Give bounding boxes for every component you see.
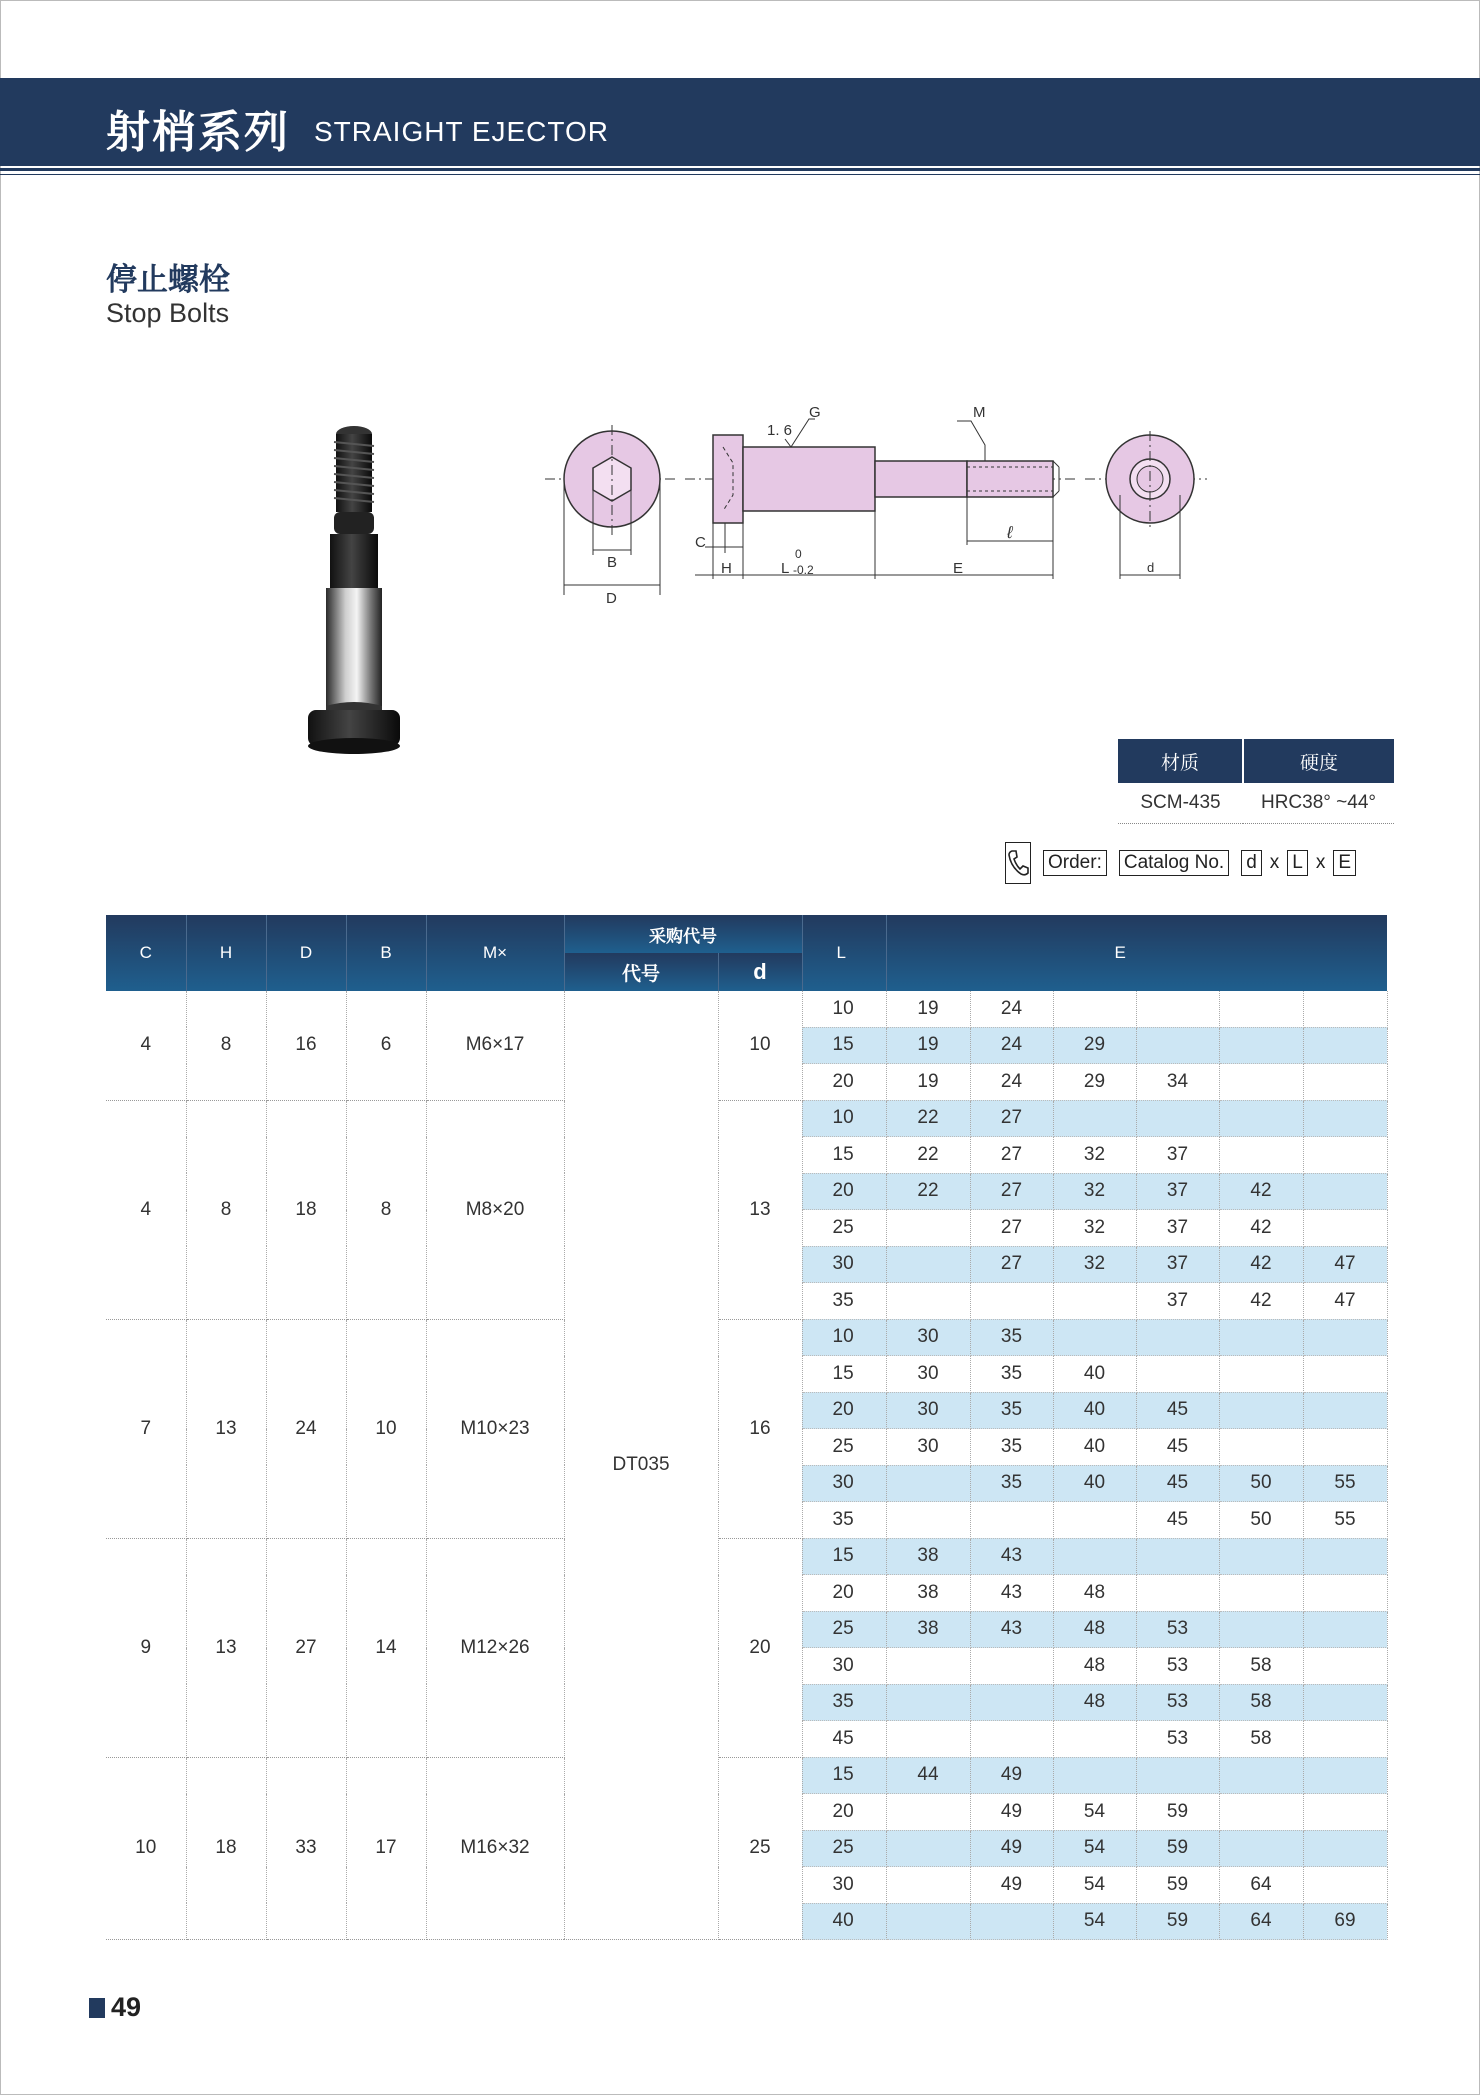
cell-m: M12×26	[426, 1538, 564, 1757]
head-end-view	[545, 425, 675, 607]
cell-e	[1053, 991, 1136, 1027]
cell-l: 25	[802, 1210, 886, 1247]
cell-e: 42	[1219, 1210, 1303, 1247]
dim-e-label: E	[953, 560, 964, 577]
section-title-en: Stop Bolts	[106, 298, 230, 328]
cell-l: 15	[802, 1356, 886, 1393]
cell-e	[1303, 1721, 1387, 1758]
cell-e	[1303, 1538, 1387, 1575]
cell-e	[1219, 1794, 1303, 1831]
cell-e: 24	[970, 1064, 1053, 1101]
cell-b: 10	[346, 1319, 426, 1538]
cell-e	[1053, 1721, 1136, 1758]
cell-e	[1136, 1356, 1219, 1393]
cell-e: 69	[1303, 1903, 1387, 1940]
cell-e	[1303, 1648, 1387, 1685]
material-header: 材质	[1118, 739, 1243, 783]
dim-g-label: G	[809, 404, 821, 421]
cell-e	[1303, 1210, 1387, 1247]
cell-e	[1303, 1064, 1387, 1101]
cell-l: 45	[802, 1721, 886, 1758]
cell-e	[1303, 1867, 1387, 1904]
cell-e	[886, 1465, 970, 1502]
cell-e: 35	[970, 1392, 1053, 1429]
cell-e: 19	[886, 1027, 970, 1064]
cell-e: 59	[1136, 1794, 1219, 1831]
cell-e	[1303, 1575, 1387, 1612]
cell-l: 35	[802, 1684, 886, 1721]
cell-e	[970, 1721, 1053, 1758]
order-catalog-box: Catalog No.	[1119, 850, 1229, 876]
cell-c: 9	[106, 1538, 186, 1757]
dim-c-label: C	[695, 534, 706, 551]
cell-h: 13	[186, 1319, 266, 1538]
col-header-d: d	[718, 953, 802, 991]
cell-e	[970, 1648, 1053, 1685]
cell-e: 38	[886, 1611, 970, 1648]
section-title-cn: 停止螺栓	[106, 262, 230, 298]
cell-e: 30	[886, 1392, 970, 1429]
cell-m: M10×23	[426, 1319, 564, 1538]
dim-d-small-label: d	[1147, 560, 1155, 575]
cell-h: 18	[186, 1757, 266, 1940]
cell-e	[1219, 1392, 1303, 1429]
cell-e: 53	[1136, 1648, 1219, 1685]
cell-code: DT035	[564, 991, 718, 1940]
cell-e: 27	[970, 1173, 1053, 1210]
cell-e: 27	[970, 1246, 1053, 1283]
cell-e: 45	[1136, 1392, 1219, 1429]
cell-e	[1219, 1319, 1303, 1356]
cell-e: 64	[1219, 1903, 1303, 1940]
cell-e: 42	[1219, 1173, 1303, 1210]
cell-e: 37	[1136, 1283, 1219, 1320]
cell-e: 55	[1303, 1502, 1387, 1539]
cell-e: 42	[1219, 1246, 1303, 1283]
cell-l: 35	[802, 1283, 886, 1320]
cell-l: 15	[802, 1027, 886, 1064]
col-header-code: 代号	[564, 953, 718, 991]
cell-e	[1219, 1611, 1303, 1648]
cell-e	[1219, 1538, 1303, 1575]
cell-e	[1219, 1757, 1303, 1794]
cell-e: 29	[1053, 1027, 1136, 1064]
cell-e	[1303, 1100, 1387, 1137]
cell-e: 32	[1053, 1173, 1136, 1210]
phone-icon	[1005, 842, 1031, 884]
cell-e	[1053, 1757, 1136, 1794]
cell-e: 43	[970, 1575, 1053, 1612]
table-row	[106, 1757, 1387, 1794]
cell-e: 19	[886, 1064, 970, 1101]
cell-m: M6×17	[426, 991, 564, 1100]
col-header-c: C	[106, 915, 186, 991]
cell-e: 48	[1053, 1684, 1136, 1721]
cell-e: 47	[1303, 1283, 1387, 1320]
cell-e: 24	[970, 1027, 1053, 1064]
cell-m: M16×32	[426, 1757, 564, 1940]
cell-e	[1053, 1538, 1136, 1575]
cell-e: 43	[970, 1611, 1053, 1648]
cell-e	[1303, 1684, 1387, 1721]
cell-e: 19	[886, 991, 970, 1027]
cell-b: 8	[346, 1100, 426, 1319]
cell-e: 48	[1053, 1575, 1136, 1612]
cell-e: 59	[1136, 1830, 1219, 1867]
cell-e: 48	[1053, 1611, 1136, 1648]
page-number-marker	[89, 1998, 105, 2018]
cell-d: 13	[718, 1100, 802, 1319]
cell-e: 45	[1136, 1465, 1219, 1502]
cell-e: 58	[1219, 1684, 1303, 1721]
cell-e	[1136, 1100, 1219, 1137]
dim-ell-label: ℓ	[1007, 523, 1013, 542]
cell-e: 59	[1136, 1867, 1219, 1904]
col-header-purchase: 采购代号	[564, 915, 802, 953]
cell-d-big: 24	[266, 1319, 346, 1538]
cell-e	[1136, 1538, 1219, 1575]
order-times-1: x	[1269, 852, 1280, 873]
cell-e: 35	[970, 1429, 1053, 1466]
cell-l: 10	[802, 991, 886, 1027]
cell-l: 30	[802, 1648, 886, 1685]
cell-e: 40	[1053, 1356, 1136, 1393]
cell-e: 53	[1136, 1611, 1219, 1648]
cell-e: 50	[1219, 1502, 1303, 1539]
cell-e: 32	[1053, 1210, 1136, 1247]
cell-e	[1219, 1429, 1303, 1466]
header-rule	[0, 168, 1480, 171]
cell-e	[1303, 1319, 1387, 1356]
header-rule-thin	[0, 174, 1480, 175]
cell-e: 58	[1219, 1721, 1303, 1758]
order-times-2: x	[1315, 852, 1326, 873]
cell-l: 15	[802, 1757, 886, 1794]
cell-e	[886, 1794, 970, 1831]
cell-e	[1303, 1611, 1387, 1648]
cell-l: 30	[802, 1246, 886, 1283]
col-header-e: E	[886, 915, 1387, 991]
col-header-m: M×	[426, 915, 564, 991]
dim-l-tol-upper: 0	[795, 547, 802, 561]
cell-e: 27	[970, 1137, 1053, 1174]
cell-e: 22	[886, 1137, 970, 1174]
cell-e: 48	[1053, 1648, 1136, 1685]
cell-l: 25	[802, 1429, 886, 1466]
cell-l: 30	[802, 1867, 886, 1904]
cell-b: 17	[346, 1757, 426, 1940]
bolt-side-view	[685, 404, 1075, 579]
cell-e: 35	[970, 1356, 1053, 1393]
spec-table	[106, 915, 1388, 1940]
cell-e	[1303, 1757, 1387, 1794]
hardness-value: HRC38° ~44°	[1243, 783, 1394, 824]
cell-e: 58	[1219, 1648, 1303, 1685]
cell-d: 16	[718, 1319, 802, 1538]
cell-e	[1219, 991, 1303, 1027]
order-l-box: L	[1287, 850, 1308, 876]
cell-e	[1136, 991, 1219, 1027]
cell-e	[970, 1903, 1053, 1940]
dim-d-big-label: D	[606, 590, 617, 607]
cell-e	[1219, 1064, 1303, 1101]
cell-e: 24	[970, 991, 1053, 1027]
cell-e: 64	[1219, 1867, 1303, 1904]
cell-l: 30	[802, 1465, 886, 1502]
table-row	[106, 1100, 1387, 1137]
cell-e: 53	[1136, 1684, 1219, 1721]
dim-l-label: L	[781, 560, 790, 577]
page-number-text: 49	[111, 1992, 142, 2022]
cell-e: 37	[1136, 1173, 1219, 1210]
cell-c: 10	[106, 1757, 186, 1940]
material-table	[1118, 739, 1394, 824]
cell-e	[1136, 1319, 1219, 1356]
header-banner	[0, 78, 1480, 166]
cell-l: 15	[802, 1538, 886, 1575]
cell-e	[886, 1867, 970, 1904]
cell-l: 20	[802, 1392, 886, 1429]
cell-d-big: 27	[266, 1538, 346, 1757]
cell-l: 10	[802, 1319, 886, 1356]
cell-e	[1303, 1027, 1387, 1064]
order-label: Order:	[1043, 850, 1107, 876]
cell-d-big: 18	[266, 1100, 346, 1319]
cell-h: 13	[186, 1538, 266, 1757]
cell-e	[1303, 1830, 1387, 1867]
cell-h: 8	[186, 1100, 266, 1319]
cell-h: 8	[186, 991, 266, 1100]
cell-e: 37	[1136, 1246, 1219, 1283]
cell-e: 30	[886, 1429, 970, 1466]
dim-m-label: M	[973, 404, 986, 421]
cell-l: 10	[802, 1100, 886, 1137]
cell-e	[1053, 1100, 1136, 1137]
cell-e: 37	[1136, 1210, 1219, 1247]
cell-e: 35	[970, 1465, 1053, 1502]
cell-e: 32	[1053, 1137, 1136, 1174]
header-title-en: STRAIGHT EJECTOR	[314, 116, 610, 147]
cell-e: 32	[1053, 1246, 1136, 1283]
dim-l-tol-lower: -0.2	[793, 563, 814, 577]
cell-e	[1053, 1283, 1136, 1320]
cell-e	[886, 1502, 970, 1539]
cell-e: 27	[970, 1210, 1053, 1247]
cell-m: M8×20	[426, 1100, 564, 1319]
cell-e: 40	[1053, 1429, 1136, 1466]
spec-table-body	[106, 991, 1387, 1940]
cell-e	[886, 1684, 970, 1721]
cell-e: 37	[1136, 1137, 1219, 1174]
cell-e	[1303, 1392, 1387, 1429]
cell-e	[886, 1721, 970, 1758]
col-header-b: B	[346, 915, 426, 991]
cell-e	[1219, 1356, 1303, 1393]
cell-e: 44	[886, 1757, 970, 1794]
cell-e	[1303, 991, 1387, 1027]
cell-e	[1219, 1137, 1303, 1174]
cell-e: 50	[1219, 1465, 1303, 1502]
cell-e: 54	[1053, 1903, 1136, 1940]
dim-b-label: B	[607, 554, 618, 571]
material-value: SCM-435	[1118, 783, 1243, 824]
cell-e	[886, 1830, 970, 1867]
cell-e	[886, 1903, 970, 1940]
cell-d: 10	[718, 991, 802, 1100]
cell-e	[1303, 1137, 1387, 1174]
cell-e: 59	[1136, 1903, 1219, 1940]
cell-e: 34	[1136, 1064, 1219, 1101]
technical-drawing	[545, 395, 1225, 625]
cell-e: 35	[970, 1319, 1053, 1356]
cell-e: 54	[1053, 1830, 1136, 1867]
cell-e: 30	[886, 1356, 970, 1393]
cell-e: 30	[886, 1319, 970, 1356]
cell-e	[1053, 1319, 1136, 1356]
cell-e: 40	[1053, 1465, 1136, 1502]
cell-e: 22	[886, 1173, 970, 1210]
cell-e	[970, 1502, 1053, 1539]
cell-e: 38	[886, 1575, 970, 1612]
col-header-d-big: D	[266, 915, 346, 991]
cell-e: 29	[1053, 1064, 1136, 1101]
cell-e: 45	[1136, 1429, 1219, 1466]
cell-e: 27	[970, 1100, 1053, 1137]
table-row	[106, 991, 1387, 1027]
cell-c: 4	[106, 991, 186, 1100]
cell-e	[886, 1283, 970, 1320]
cell-l: 25	[802, 1830, 886, 1867]
cell-b: 6	[346, 991, 426, 1100]
cell-e	[1219, 1830, 1303, 1867]
page-number	[89, 1992, 141, 2023]
header-title-cn: 射梢系列	[106, 107, 290, 158]
cell-c: 7	[106, 1319, 186, 1538]
cell-e: 49	[970, 1794, 1053, 1831]
cell-e: 47	[1303, 1246, 1387, 1283]
cell-e	[1303, 1356, 1387, 1393]
hardness-header: 硬度	[1243, 739, 1394, 783]
cell-e	[886, 1210, 970, 1247]
cell-e	[1303, 1173, 1387, 1210]
cell-e	[970, 1283, 1053, 1320]
cell-l: 35	[802, 1502, 886, 1539]
cell-e	[1136, 1757, 1219, 1794]
cell-e	[1219, 1027, 1303, 1064]
col-header-h: H	[186, 915, 266, 991]
cell-e: 49	[970, 1867, 1053, 1904]
cell-e	[1219, 1575, 1303, 1612]
cell-l: 20	[802, 1794, 886, 1831]
cell-e: 54	[1053, 1794, 1136, 1831]
cell-e: 42	[1219, 1283, 1303, 1320]
cell-e: 45	[1136, 1502, 1219, 1539]
cell-e	[1136, 1027, 1219, 1064]
cell-e: 40	[1053, 1392, 1136, 1429]
cell-l: 20	[802, 1575, 886, 1612]
cell-e	[970, 1684, 1053, 1721]
order-line	[1005, 843, 1360, 883]
cell-d: 25	[718, 1757, 802, 1940]
table-row	[106, 1319, 1387, 1356]
roughness-label: 1. 6	[767, 422, 793, 439]
dim-h-label: H	[721, 560, 732, 577]
col-header-l: L	[802, 915, 886, 991]
cell-c: 4	[106, 1100, 186, 1319]
cell-l: 15	[802, 1137, 886, 1174]
cell-e	[886, 1246, 970, 1283]
table-row	[106, 1538, 1387, 1575]
cell-e	[1303, 1794, 1387, 1831]
cell-l: 20	[802, 1173, 886, 1210]
cell-d: 20	[718, 1538, 802, 1757]
cell-l: 40	[802, 1903, 886, 1940]
cell-b: 14	[346, 1538, 426, 1757]
order-e-box: E	[1333, 850, 1356, 876]
cell-e: 53	[1136, 1721, 1219, 1758]
thread-end-view	[1085, 431, 1207, 579]
cell-e: 43	[970, 1538, 1053, 1575]
cell-e: 54	[1053, 1867, 1136, 1904]
cell-e	[886, 1648, 970, 1685]
order-d-box: d	[1241, 850, 1262, 876]
cell-e	[1303, 1429, 1387, 1466]
cell-e: 55	[1303, 1465, 1387, 1502]
cell-e	[1136, 1575, 1219, 1612]
cell-e: 49	[970, 1830, 1053, 1867]
cell-e	[1053, 1502, 1136, 1539]
cell-e: 22	[886, 1100, 970, 1137]
cell-e: 38	[886, 1538, 970, 1575]
cell-d-big: 33	[266, 1757, 346, 1940]
stop-bolt-photo	[290, 420, 420, 760]
cell-e: 49	[970, 1757, 1053, 1794]
cell-d-big: 16	[266, 991, 346, 1100]
cell-e	[1219, 1100, 1303, 1137]
cell-l: 25	[802, 1611, 886, 1648]
cell-l: 20	[802, 1064, 886, 1101]
